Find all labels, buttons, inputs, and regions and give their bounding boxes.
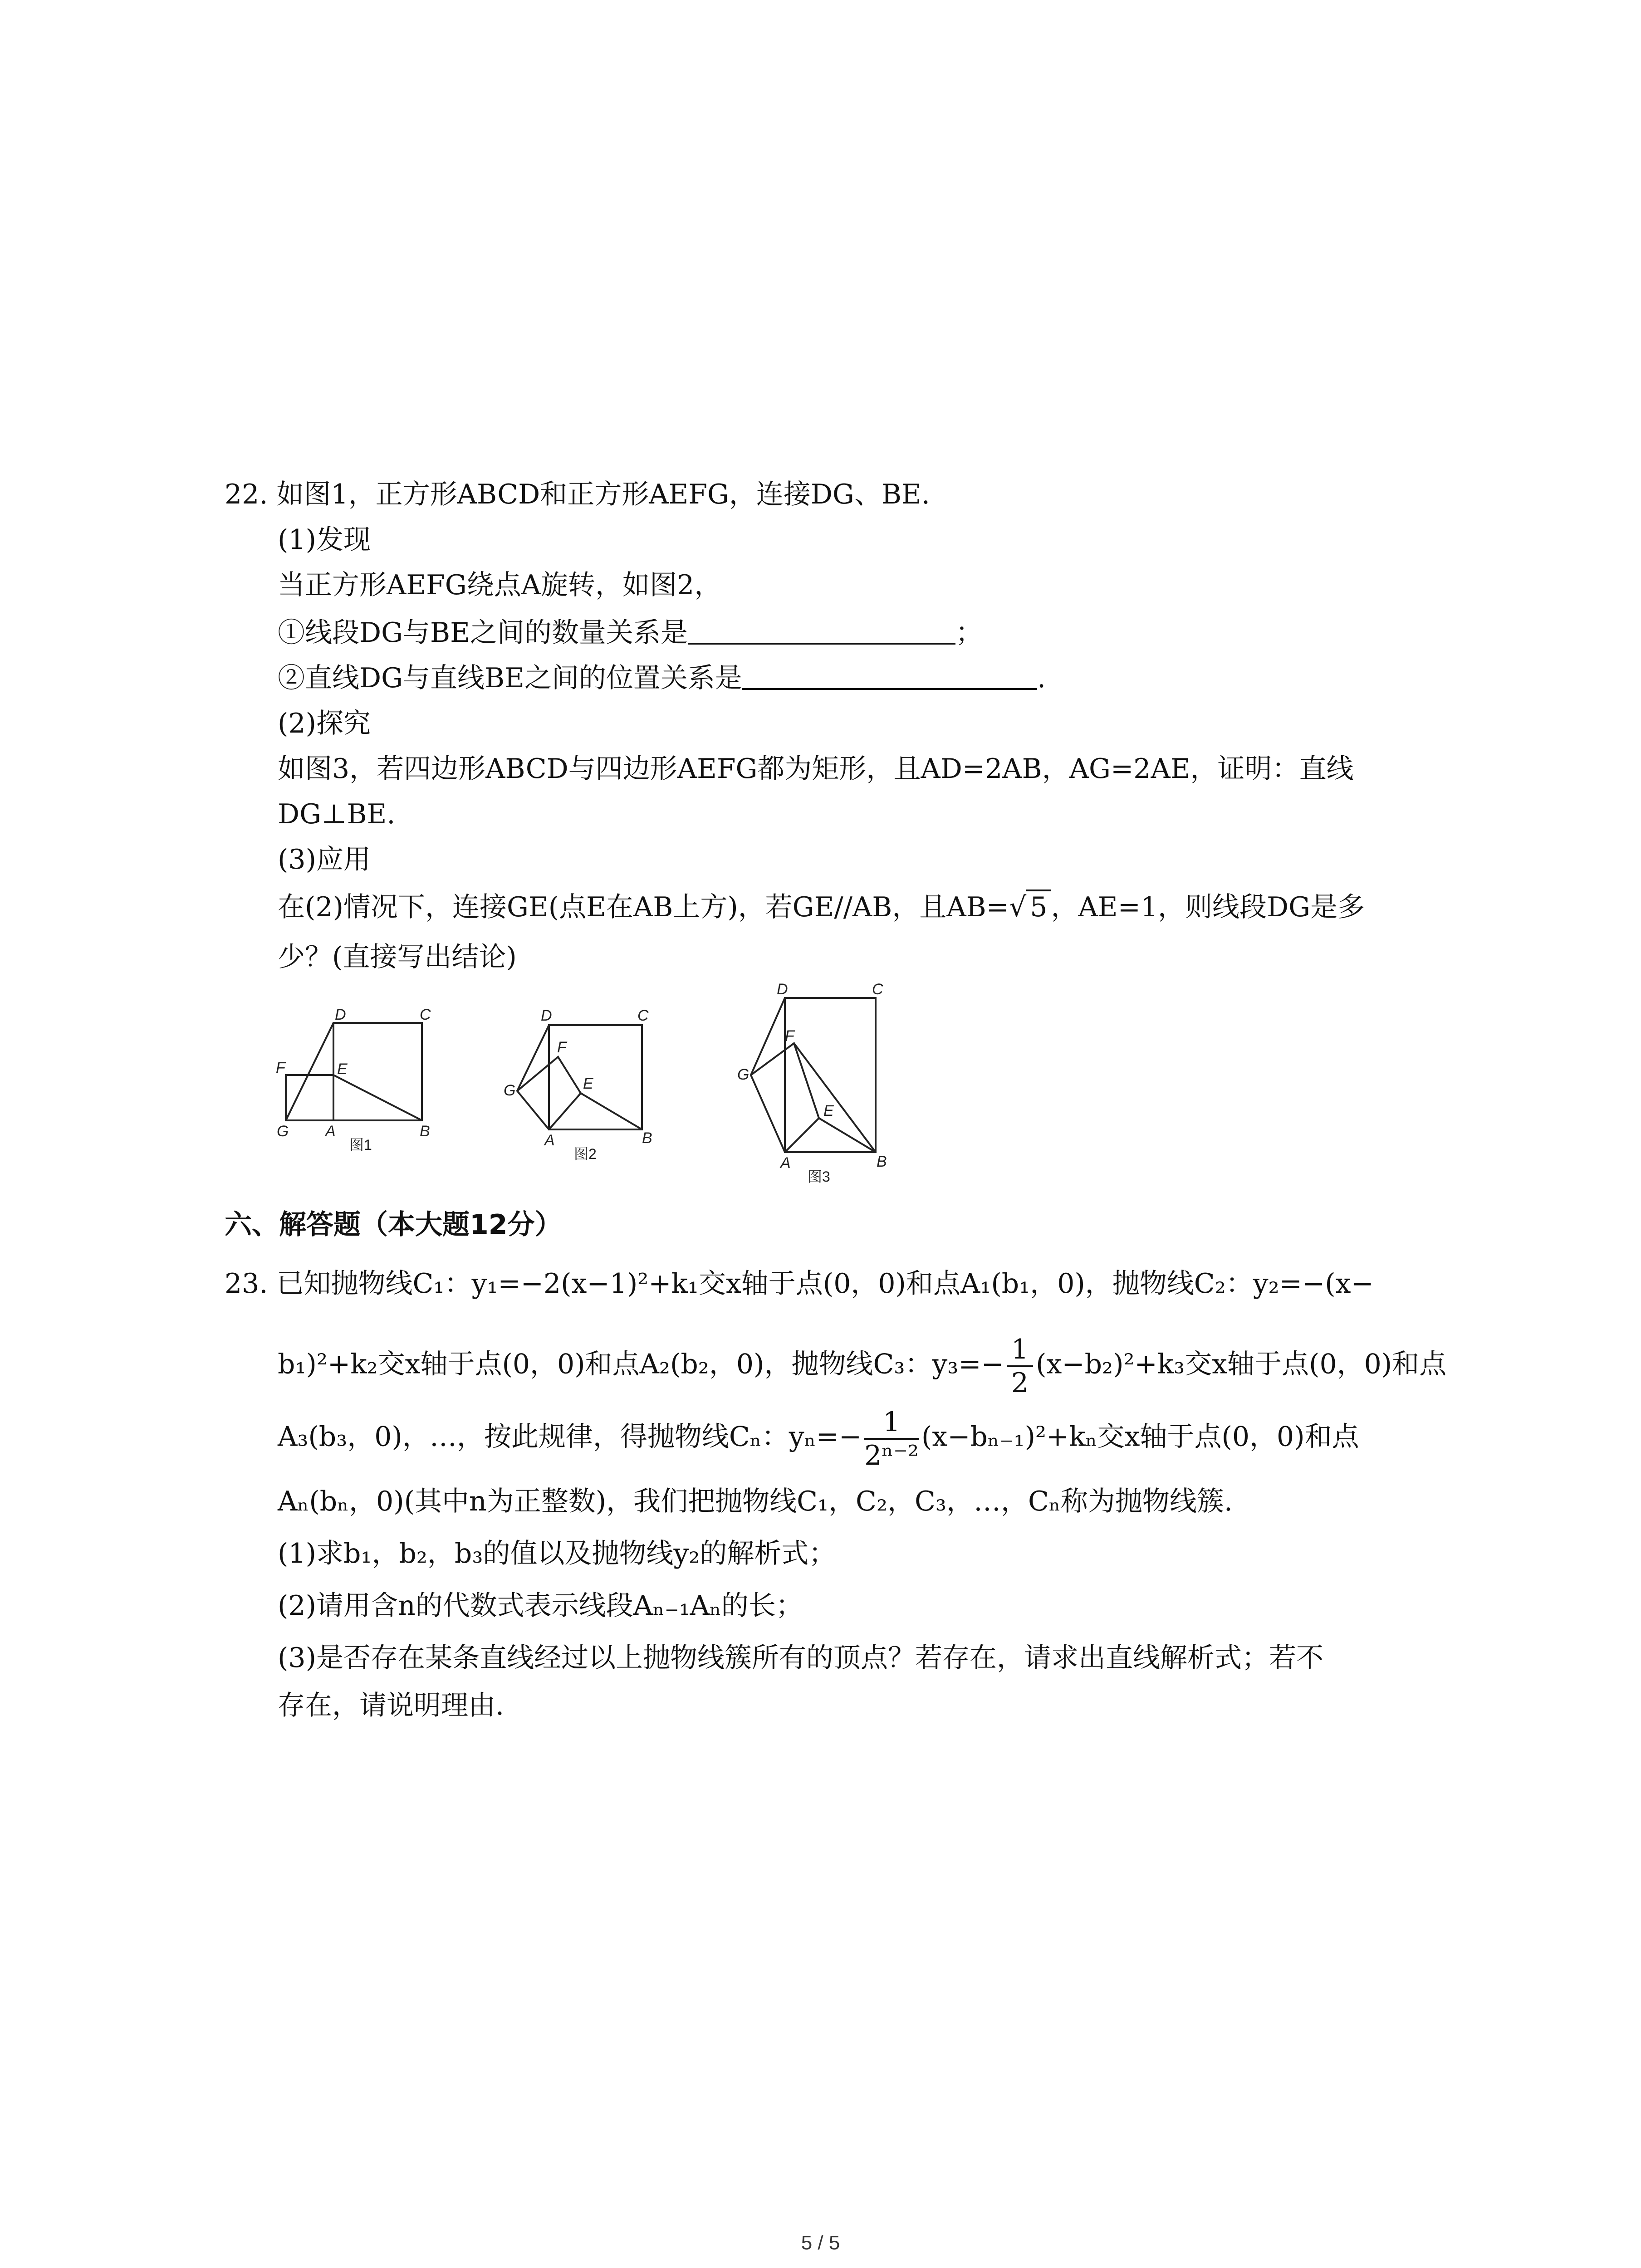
fig1-label-b: B [420, 1123, 430, 1140]
q23-sub3b: 存在，请说明理由. [278, 1690, 505, 1721]
fig3-label-c: C [872, 981, 883, 998]
answer-blank-2[interactable] [742, 661, 1037, 690]
q23-line2: b₁)²+k₂交x轴于点(0，0)和点A₂(b₂，0)，抛物线C₃：y₃=− $\frac{1}{2}$ (x−b₂)²+k₃交x轴于点(0，0)和点 [278, 1334, 1447, 1399]
fig2-label-b: B [642, 1129, 652, 1147]
figure-2 [490, 998, 681, 1175]
q22-part3-text2: 少？(直接写出结论) [278, 941, 517, 973]
q22-part3-label: (3)应用 [278, 844, 371, 875]
fig3-label-g: G [737, 1066, 749, 1083]
section-heading: 六、解答题（本大题12分） [225, 1209, 562, 1241]
fig1-label-f: F [276, 1059, 285, 1076]
fig2-label-e: E [583, 1075, 593, 1092]
q22-figures [272, 980, 944, 1188]
figure-1 [272, 998, 449, 1170]
fig1-caption: 图1 [349, 1137, 372, 1153]
fig2-label-g: G [504, 1082, 516, 1099]
q22-part2-label: (2)探究 [278, 708, 371, 739]
fig3-label-a: A [780, 1154, 791, 1172]
sqrt-expression: √ 5 [1009, 889, 1051, 925]
fig3-label-d: D [777, 981, 788, 998]
q22-part2-text2: DG⊥BE. [278, 798, 396, 830]
fig1-label-g: G [277, 1123, 289, 1140]
fraction-1-2n: $\frac{1}{\text{2ⁿ⁻²}}$ [864, 1406, 919, 1471]
q22-part1-item1: ①线段DG与BE之间的数量关系是 ； [278, 615, 983, 651]
figure-3 [726, 980, 916, 1188]
q22-part1-item2: ②直线DG与直线BE之间的位置关系是 . [278, 660, 1046, 696]
fig1-label-c: C [420, 1006, 431, 1023]
q22-part1-intro: 当正方形AEFG绕点A旋转，如图2， [278, 569, 722, 601]
fraction-1-2: $\frac{1}{2}$ [1007, 1334, 1033, 1399]
q23-sub1: (1)求b₁，b₂，b₃的值以及抛物线y₂的解析式； [278, 1538, 836, 1569]
fig3-caption: 图3 [808, 1168, 830, 1185]
q22-title: 22. 如图1，正方形ABCD和正方形AEFG，连接DG、BE. [225, 479, 930, 510]
q23-sub3a: (3)是否存在某条直线经过以上抛物线簇所有的顶点？若存在，请求出直线解析式；若不 [278, 1642, 1323, 1674]
q22-part2-text1: 如图3，若四边形ABCD与四边形AEFG都为矩形，且AD=2AB，AG=2AE，证明：直线 [278, 753, 1354, 785]
q23-line4: Aₙ(bₙ，0)(其中n为正整数)，我们把抛物线C₁，C₂，C₃，…，Cₙ称为抛物线簇. [278, 1486, 1233, 1517]
q22-part3-text1: 在(2)情况下，连接GE(点E在AB上方)，若GE//AB，且AB=√ 5 ，AE=1，则线段DG是多 [278, 889, 1365, 925]
fig2-caption: 图2 [574, 1146, 597, 1162]
q23-sub2: (2)请用含n的代数式表示线段Aₙ₋₁Aₙ的长； [278, 1590, 803, 1622]
q23-line1: 23. 已知抛物线C₁：y₁=−2(x−1)²+k₁交x轴于点(0，0)和点A₁(b₁，0)，抛物线C₂：y₂=−(x− [225, 1268, 1374, 1300]
fig3-label-f: F [785, 1027, 794, 1045]
q23-line3: A₃(b₃，0)，…，按此规律，得抛物线Cₙ：yₙ=− $\frac{1}{\text{2ⁿ⁻²}}$ (x−bₙ₋₁)²+kₙ交x轴于点(0，0)和点 [278, 1406, 1359, 1471]
fig1-label-d: D [335, 1006, 346, 1023]
fig1-label-e: E [337, 1061, 348, 1078]
fig2-label-a: A [544, 1132, 555, 1149]
answer-blank-1[interactable] [688, 616, 955, 645]
fig3-label-e: E [823, 1102, 834, 1119]
fig3-label-b: B [877, 1153, 887, 1170]
page-number: 5 / 5 [801, 2232, 840, 2254]
fig2-label-f: F [557, 1039, 567, 1056]
fig2-label-c: C [637, 1007, 649, 1024]
fig1-label-a: A [325, 1123, 336, 1140]
fig2-label-d: D [541, 1007, 552, 1024]
q22-part1-label: (1)发现 [278, 524, 371, 556]
